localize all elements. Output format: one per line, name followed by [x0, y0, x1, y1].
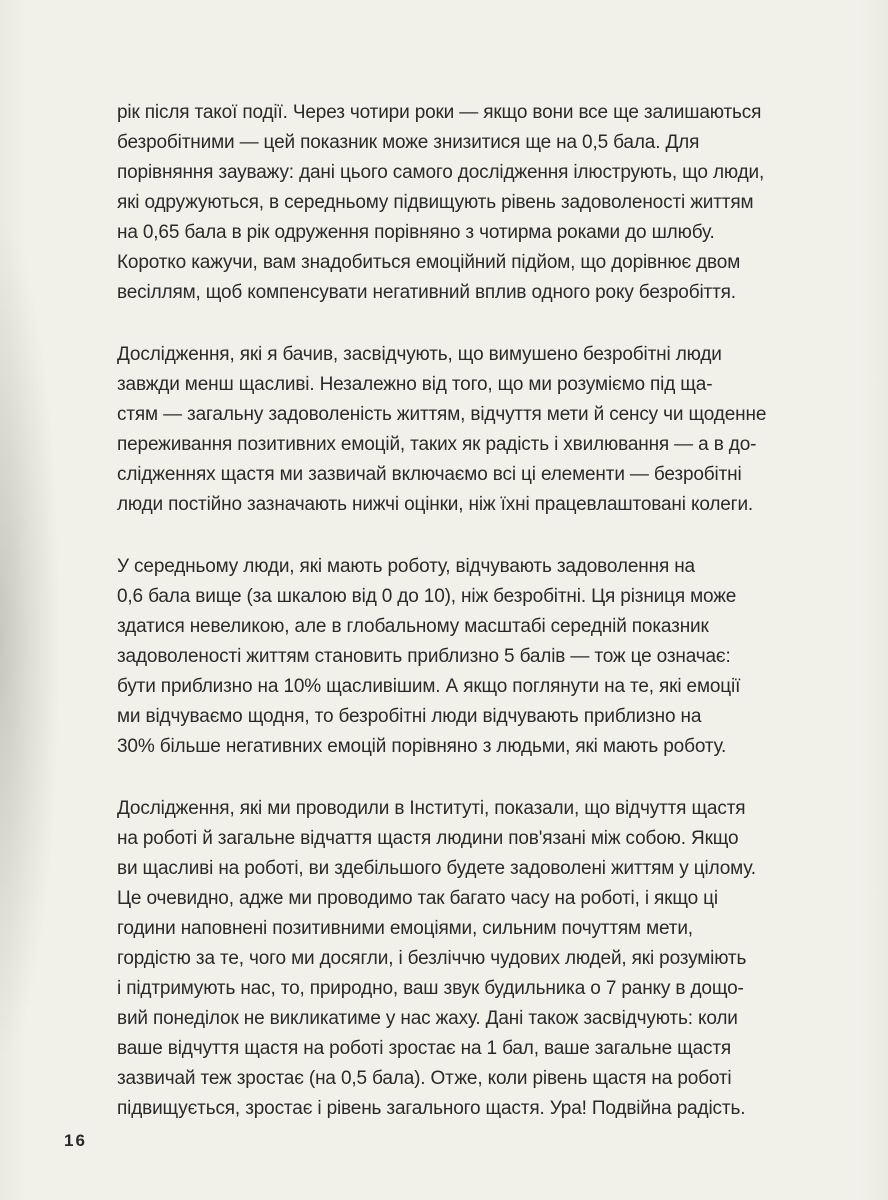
text-line: Дослідження, які я бачив, засвідчують, що вимушено безробітні люди [117, 344, 722, 365]
text-line: на 0,65 бала в рік одруження порівняно з чотирма роками до шлюбу. [117, 222, 715, 243]
text-line: У середньому люди, які мають роботу, відчувають задоволення на [117, 556, 695, 577]
text-line: Дослідження, які ми проводили в Інституті, показали, що відчуття щастя [117, 798, 746, 819]
text-line: ми відчуваємо щодня, то безробітні люди відчувають приблизно на [117, 706, 702, 727]
body-text [117, 98, 847, 1156]
text-line: здатися невеликою, але в глобальному масштабі середній показник [117, 616, 709, 637]
text-line: бути приблизно на 10% щасливішим. А якщо поглянути на те, які емоції [117, 676, 741, 697]
paragraph [117, 98, 847, 308]
text-line: порівняння зауважу: дані цього самого дослідження ілюструють, що люди, [117, 162, 765, 183]
text-line: зазвичай теж зростає (на 0,5 бала). Отже, коли рівень щастя на роботі [117, 1068, 732, 1089]
page-number: 16 [64, 1131, 87, 1150]
text-line: задоволеності життям становить приблизно 5 балів — тож це означає: [117, 646, 731, 667]
text-line: люди постійно зазначають нижчі оцінки, ніж їхні працевлаштовані колеги. [117, 494, 754, 515]
text-line: безробітними — цей показник може знизитися ще на 0,5 бала. Для [117, 132, 700, 153]
text-line: весіллям, щоб компенсувати негативний вплив одного року безробіття. [117, 282, 736, 303]
paragraph [117, 794, 847, 1124]
text-line: гордістю за те, чого ми досягли, і безліччю чудових людей, які розуміють [117, 948, 747, 969]
text-line: стям — загальну задоволеність життям, відчуття мети й сенсу чи щоденне [117, 404, 767, 425]
text-line: переживання позитивних емоцій, таких як радість і хвилювання — а в до- [117, 434, 757, 455]
text-line: які одружуються, в середньому підвищують рівень задоволеності життям [117, 192, 754, 213]
text-line: вий понеділок не викликатиме у нас жаху. Дані також засвідчують: коли [117, 1008, 738, 1029]
text-line: і підтримують нас, то, природно, ваш звук будильника о 7 ранку в дощо- [117, 978, 744, 999]
text-line: Це очевидно, адже ми проводимо так багато часу на роботі, і якщо ці [117, 888, 718, 909]
text-line: слідженнях щастя ми зазвичай включаємо всі ці елементи — безробітні [117, 464, 742, 485]
text-line: ваше відчуття щастя на роботі зростає на 1 бал, ваше загальне щастя [117, 1038, 732, 1059]
text-line: на роботі й загальне відчаття щастя людини пов'язані між собою. Якщо [117, 828, 739, 849]
text-line: 30% більше негативних емоцій порівняно з людьми, які мають роботу. [117, 736, 727, 757]
text-line: завжди менш щасливі. Незалежно від того, що ми розуміємо під ща- [117, 374, 713, 395]
text-line: 0,6 бала вище (за шкалою від 0 до 10), ніж безробітні. Ця різниця може [117, 586, 737, 607]
paragraph [117, 552, 847, 762]
text-line: Коротко кажучи, вам знадобиться емоційний підйом, що дорівнює двом [117, 252, 741, 273]
text-line: години наповнені позитивними емоціями, сильним почуттям мети, [117, 918, 693, 939]
text-line: ви щасливі на роботі, ви здебільшого будете задоволені життям у цілому. [117, 858, 756, 879]
text-line: рік після такої події. Через чотири роки — якщо вони все ще залишаються [117, 102, 762, 123]
text-line: підвищується, зростає і рівень загального щастя. Ура! Подвійна радість. [117, 1098, 746, 1119]
paragraph [117, 340, 847, 520]
